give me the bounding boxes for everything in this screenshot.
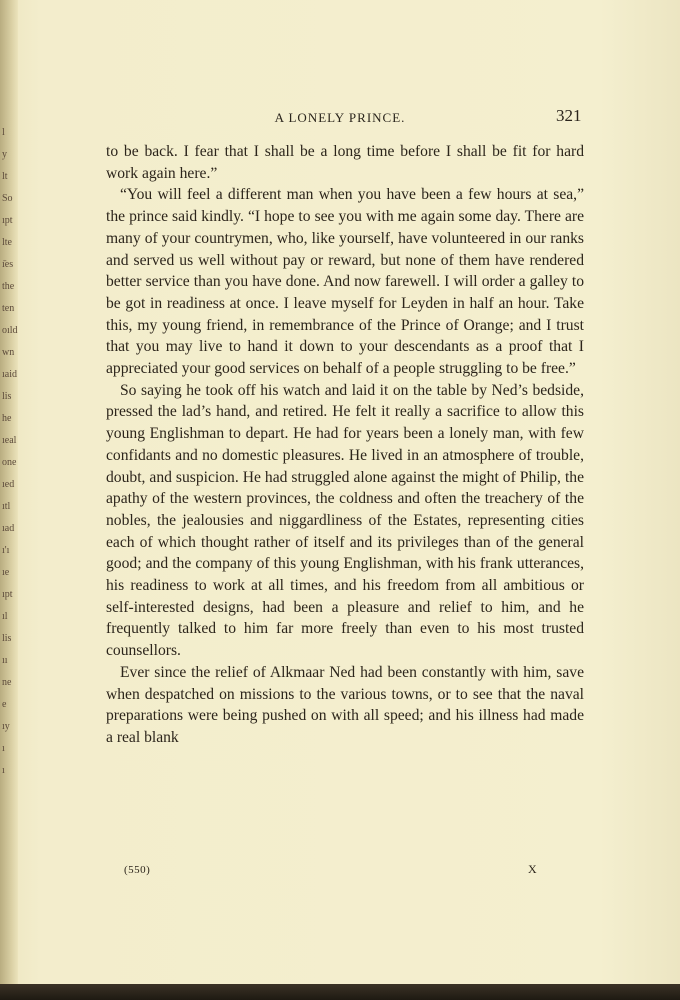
- bleed-fragment: ıpt: [2, 589, 13, 600]
- bleed-fragment: ıeal: [2, 435, 17, 446]
- signature-mark: X: [528, 862, 537, 876]
- page-bottom-edge: [0, 984, 680, 1000]
- bleed-fragment: lis: [2, 633, 12, 644]
- paragraph: to be back. I fear that I shall be a long time before I shall be fit for hard work again here.”: [106, 143, 584, 182]
- running-title: A LONELY PRINCE.: [274, 110, 406, 125]
- paragraph: “You will feel a different man when you have been a few hours at sea,” the prince said kindly. “I hope to see you with me again some day. There are many of your countrymen, who, like yourself, have volunteered in our ranks and served us well without pay or reward, but none of them have rendered better service than you have done. And now farewell. I will order a galley to be got in readiness at once. I leave myself for Leyden in half an hour. Take this, my young friend, in remembrance of the Prince of Orange; and I trust that you may live to hand it down to your descendants as a proof that I appreciated your good services on behalf of a people struggling to be free.”: [106, 186, 584, 378]
- bleed-fragment: ıaid: [2, 369, 17, 380]
- bleed-fragment: he: [2, 413, 12, 424]
- bleed-fragment: the: [2, 281, 15, 292]
- printer-signature: (550): [124, 864, 151, 876]
- bleed-fragment: ı: [2, 765, 5, 776]
- bleed-fragment: ı'ı: [2, 545, 10, 556]
- bleed-fragment: ıı: [2, 655, 8, 666]
- page-number: 321: [556, 106, 582, 125]
- bleed-fragment: ı: [2, 743, 5, 754]
- bleed-fragment: e: [2, 699, 7, 710]
- bleed-fragment: ı̄es: [2, 259, 14, 270]
- bleed-fragment: ıe: [2, 567, 10, 578]
- bleed-fragment: ne: [2, 677, 12, 688]
- paragraph: Ever since the relief of Alkmaar Ned had been constantly with him, save when despatched on missions to the various towns, or to see that the naval preparations were being pushed on with all speed; and his illness had made a real blank: [106, 663, 584, 746]
- bleed-fragment: ıl: [2, 611, 8, 622]
- bleed-fragment: lte: [2, 237, 12, 248]
- body-text: [106, 141, 584, 749]
- bleed-fragment: wn: [2, 347, 15, 358]
- bleed-fragment: lt: [2, 171, 8, 182]
- bleed-fragment: ıad: [2, 523, 15, 534]
- bleed-fragment: ten: [2, 303, 15, 314]
- bleed-fragment: ıtl: [2, 501, 11, 512]
- bleed-fragment: oıld: [2, 325, 18, 336]
- bleed-fragment: y: [2, 149, 7, 160]
- bleed-fragment: ıy: [2, 721, 10, 732]
- bleed-fragment: one: [2, 457, 17, 468]
- bleed-fragment: So: [2, 193, 13, 204]
- bleed-fragment: ıpt: [2, 215, 13, 226]
- bleed-fragment: lis: [2, 391, 12, 402]
- paragraph: So saying he took off his watch and laid it on the table by Ned’s bedside, pressed the lad’s hand, and retired. He felt it really a sacrifice to allow this young Englishman to depart. He had for years been a lonely man, with few confidants and no domestic pleasures. He lived in an atmosphere of trouble, doubt, and suspicion. He had struggled alone against the might of Philip, the apathy of the western provinces, the coldness and often the treachery of the nobles, the jealousies and niggardliness of the Estates, representing cities each of which thought rather of itself and its privileges than of the general good; and the company of this young Englishman, with his frank utterances, his readiness to work at all times, and his freedom from all ambitious or self-interested designs, had been a pleasure and relief to him, and he frequently talked to him far more freely than even to his most trusted counsellors.: [106, 381, 584, 660]
- bleed-fragment: ıed: [2, 479, 15, 490]
- bleed-fragment: l: [2, 127, 5, 138]
